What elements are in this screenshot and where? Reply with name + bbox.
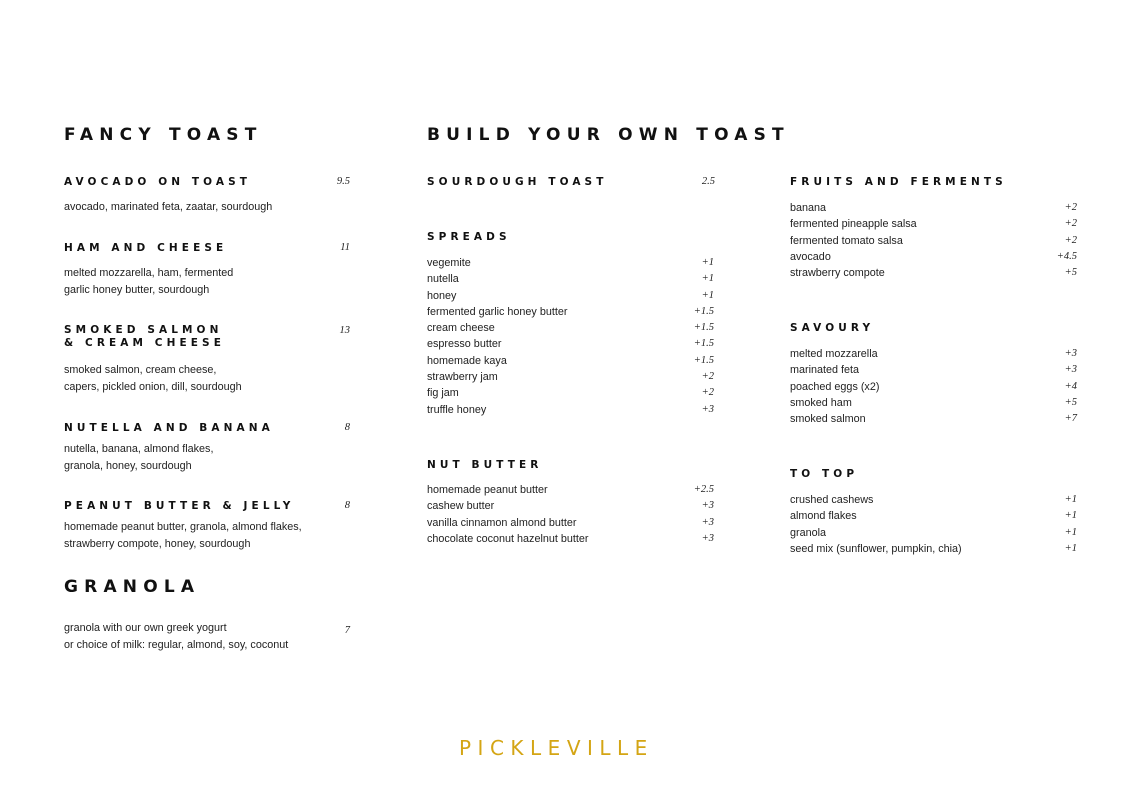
list-item-name: smoked salmon xyxy=(790,413,866,426)
list-item xyxy=(427,336,714,352)
list-item-price: +1.5 xyxy=(693,305,714,317)
menu-item-name: SMOKED SALMON & CREAM CHEESE xyxy=(64,324,225,349)
nut-butter-title: NUT BUTTER xyxy=(427,459,543,471)
build-toast-title: BUILD YOUR OWN TOAST xyxy=(427,125,790,145)
list-item-name: fermented pineapple salsa xyxy=(790,218,917,231)
list-item-name: truffle honey xyxy=(427,403,487,416)
list-item-name: seed mix (sunflower, pumpkin, chia) xyxy=(790,542,962,555)
list-item-name: homemade kaya xyxy=(427,354,507,367)
list-item xyxy=(427,498,714,514)
list-item xyxy=(790,541,1077,557)
menu-item-price: 8 xyxy=(344,500,350,511)
list-item-price: +1 xyxy=(701,289,714,301)
granola-desc: granola with our own greek yogurt or choice of milk: regular, almond, soy, coconut xyxy=(64,622,289,651)
list-item-name: espresso butter xyxy=(427,338,502,351)
list-item xyxy=(790,411,1077,427)
granola-title: GRANOLA xyxy=(64,577,201,597)
list-item xyxy=(427,402,714,418)
list-item xyxy=(427,385,714,401)
list-item xyxy=(427,482,714,498)
list-item-price: +1 xyxy=(1064,542,1077,554)
menu-item-price: 9.5 xyxy=(336,176,350,187)
list-item xyxy=(790,379,1077,395)
list-item-name: melted mozzarella xyxy=(790,348,878,360)
to-top-title: TO TOP xyxy=(790,468,859,480)
list-item-price: +3 xyxy=(1064,364,1077,376)
menu-item-name: HAM AND CHEESE xyxy=(64,242,228,254)
list-item-price: +2 xyxy=(701,371,714,383)
list-item-name: granola xyxy=(790,526,827,539)
fancy-toast-title: FANCY TOAST xyxy=(64,125,263,145)
list-item xyxy=(790,346,1077,362)
list-item-name: honey xyxy=(427,289,457,302)
list-item xyxy=(790,233,1077,249)
list-item-price: +3 xyxy=(701,403,714,415)
list-item-name: chocolate coconut hazelnut butter xyxy=(427,532,589,545)
list-item-name: vanilla cinnamon almond butter xyxy=(427,516,577,529)
savoury-list xyxy=(790,346,1077,427)
menu-item-name: PEANUT BUTTER & JELLY xyxy=(64,500,295,512)
list-item-name: fermented garlic honey butter xyxy=(427,305,568,318)
list-item xyxy=(427,531,714,547)
list-item xyxy=(427,353,714,369)
list-item-price: +2.5 xyxy=(693,484,714,495)
fruits-list xyxy=(790,200,1077,281)
list-item xyxy=(427,369,714,385)
list-item-price: +1.5 xyxy=(693,322,714,334)
brand-logo: PICKLEVILLE xyxy=(459,736,654,760)
list-item xyxy=(427,320,714,336)
list-item xyxy=(790,492,1077,508)
menu-item-name: AVOCADO ON TOAST xyxy=(64,176,252,188)
list-item xyxy=(427,255,714,271)
base-toast-price: 2.5 xyxy=(701,176,715,187)
list-item-price: +4 xyxy=(1064,380,1077,392)
menu-item-name: NUTELLA AND BANANA xyxy=(64,422,274,434)
list-item xyxy=(790,216,1077,232)
spreads-list xyxy=(427,255,714,418)
granola-price: 7 xyxy=(344,625,350,636)
list-item-name: cashew butter xyxy=(427,500,495,513)
list-item-price: +1.5 xyxy=(693,338,714,350)
menu-item-price: 11 xyxy=(340,242,350,253)
list-item xyxy=(790,525,1077,541)
nut-butter-list xyxy=(427,482,714,547)
list-item xyxy=(427,515,714,531)
base-toast-name: SOURDOUGH TOAST xyxy=(427,176,608,188)
list-item-name: cream cheese xyxy=(427,322,495,335)
list-item-price: +2 xyxy=(1064,234,1077,246)
fruits-title: FRUITS AND FERMENTS xyxy=(790,176,1007,188)
menu-item-desc: smoked salmon, cream cheese, capers, pickled onion, dill, sourdough xyxy=(64,364,242,393)
list-item xyxy=(790,395,1077,411)
list-item-price: +3 xyxy=(701,532,714,544)
list-item-price: +7 xyxy=(1064,413,1077,425)
spreads-title: SPREADS xyxy=(427,231,511,243)
list-item-name: strawberry jam xyxy=(427,371,498,384)
list-item-price: +2 xyxy=(701,387,714,399)
list-item-price: +2 xyxy=(1064,202,1077,213)
list-item-name: crushed cashews xyxy=(790,494,874,506)
list-item-price: +4.5 xyxy=(1056,250,1077,262)
menu-item-desc: avocado, marinated feta, zaatar, sourdough xyxy=(64,201,273,213)
list-item-name: banana xyxy=(790,202,827,214)
list-item-price: +5 xyxy=(1064,396,1077,408)
list-item-price: +1 xyxy=(1064,526,1077,538)
menu-item-desc: nutella, banana, almond flakes, granola, honey, sourdough xyxy=(64,443,214,472)
list-item-name: poached eggs (x2) xyxy=(790,380,880,393)
list-item xyxy=(790,200,1077,216)
list-item xyxy=(427,304,714,320)
list-item-name: almond flakes xyxy=(790,510,857,523)
list-item-name: avocado xyxy=(790,250,831,263)
list-item xyxy=(427,288,714,304)
list-item-price: +1 xyxy=(701,273,714,285)
list-item-name: strawberry compote xyxy=(790,267,885,280)
list-item xyxy=(427,271,714,287)
list-item-name: fig jam xyxy=(427,387,459,400)
list-item-name: smoked ham xyxy=(790,396,852,409)
list-item-price: +1 xyxy=(1064,510,1077,522)
list-item-price: +2 xyxy=(1064,218,1077,230)
list-item-price: +3 xyxy=(701,516,714,528)
list-item-price: +1 xyxy=(1064,494,1077,505)
menu-item-desc: homemade peanut butter, granola, almond flakes, strawberry compote, honey, sourdough xyxy=(64,521,302,550)
list-item-price: +3 xyxy=(1064,348,1077,359)
to-top-list xyxy=(790,492,1077,557)
list-item-name: nutella xyxy=(427,273,459,286)
menu-item-price: 13 xyxy=(339,325,350,336)
list-item-name: homemade peanut butter xyxy=(427,484,548,496)
list-item xyxy=(790,265,1077,281)
list-item-price: +1.5 xyxy=(693,354,714,366)
list-item xyxy=(790,508,1077,524)
menu-item-price: 8 xyxy=(344,422,350,433)
savoury-title: SAVOURY xyxy=(790,322,875,334)
list-item-price: +5 xyxy=(1064,267,1077,279)
list-item xyxy=(790,249,1077,265)
list-item xyxy=(790,362,1077,378)
list-item-name: fermented tomato salsa xyxy=(790,234,903,247)
list-item-name: marinated feta xyxy=(790,364,860,377)
list-item-price: +3 xyxy=(701,500,714,512)
list-item-name: vegemite xyxy=(427,257,471,269)
list-item-price: +1 xyxy=(701,257,714,268)
menu-item-desc: melted mozzarella, ham, fermented garlic honey butter, sourdough xyxy=(64,267,234,296)
